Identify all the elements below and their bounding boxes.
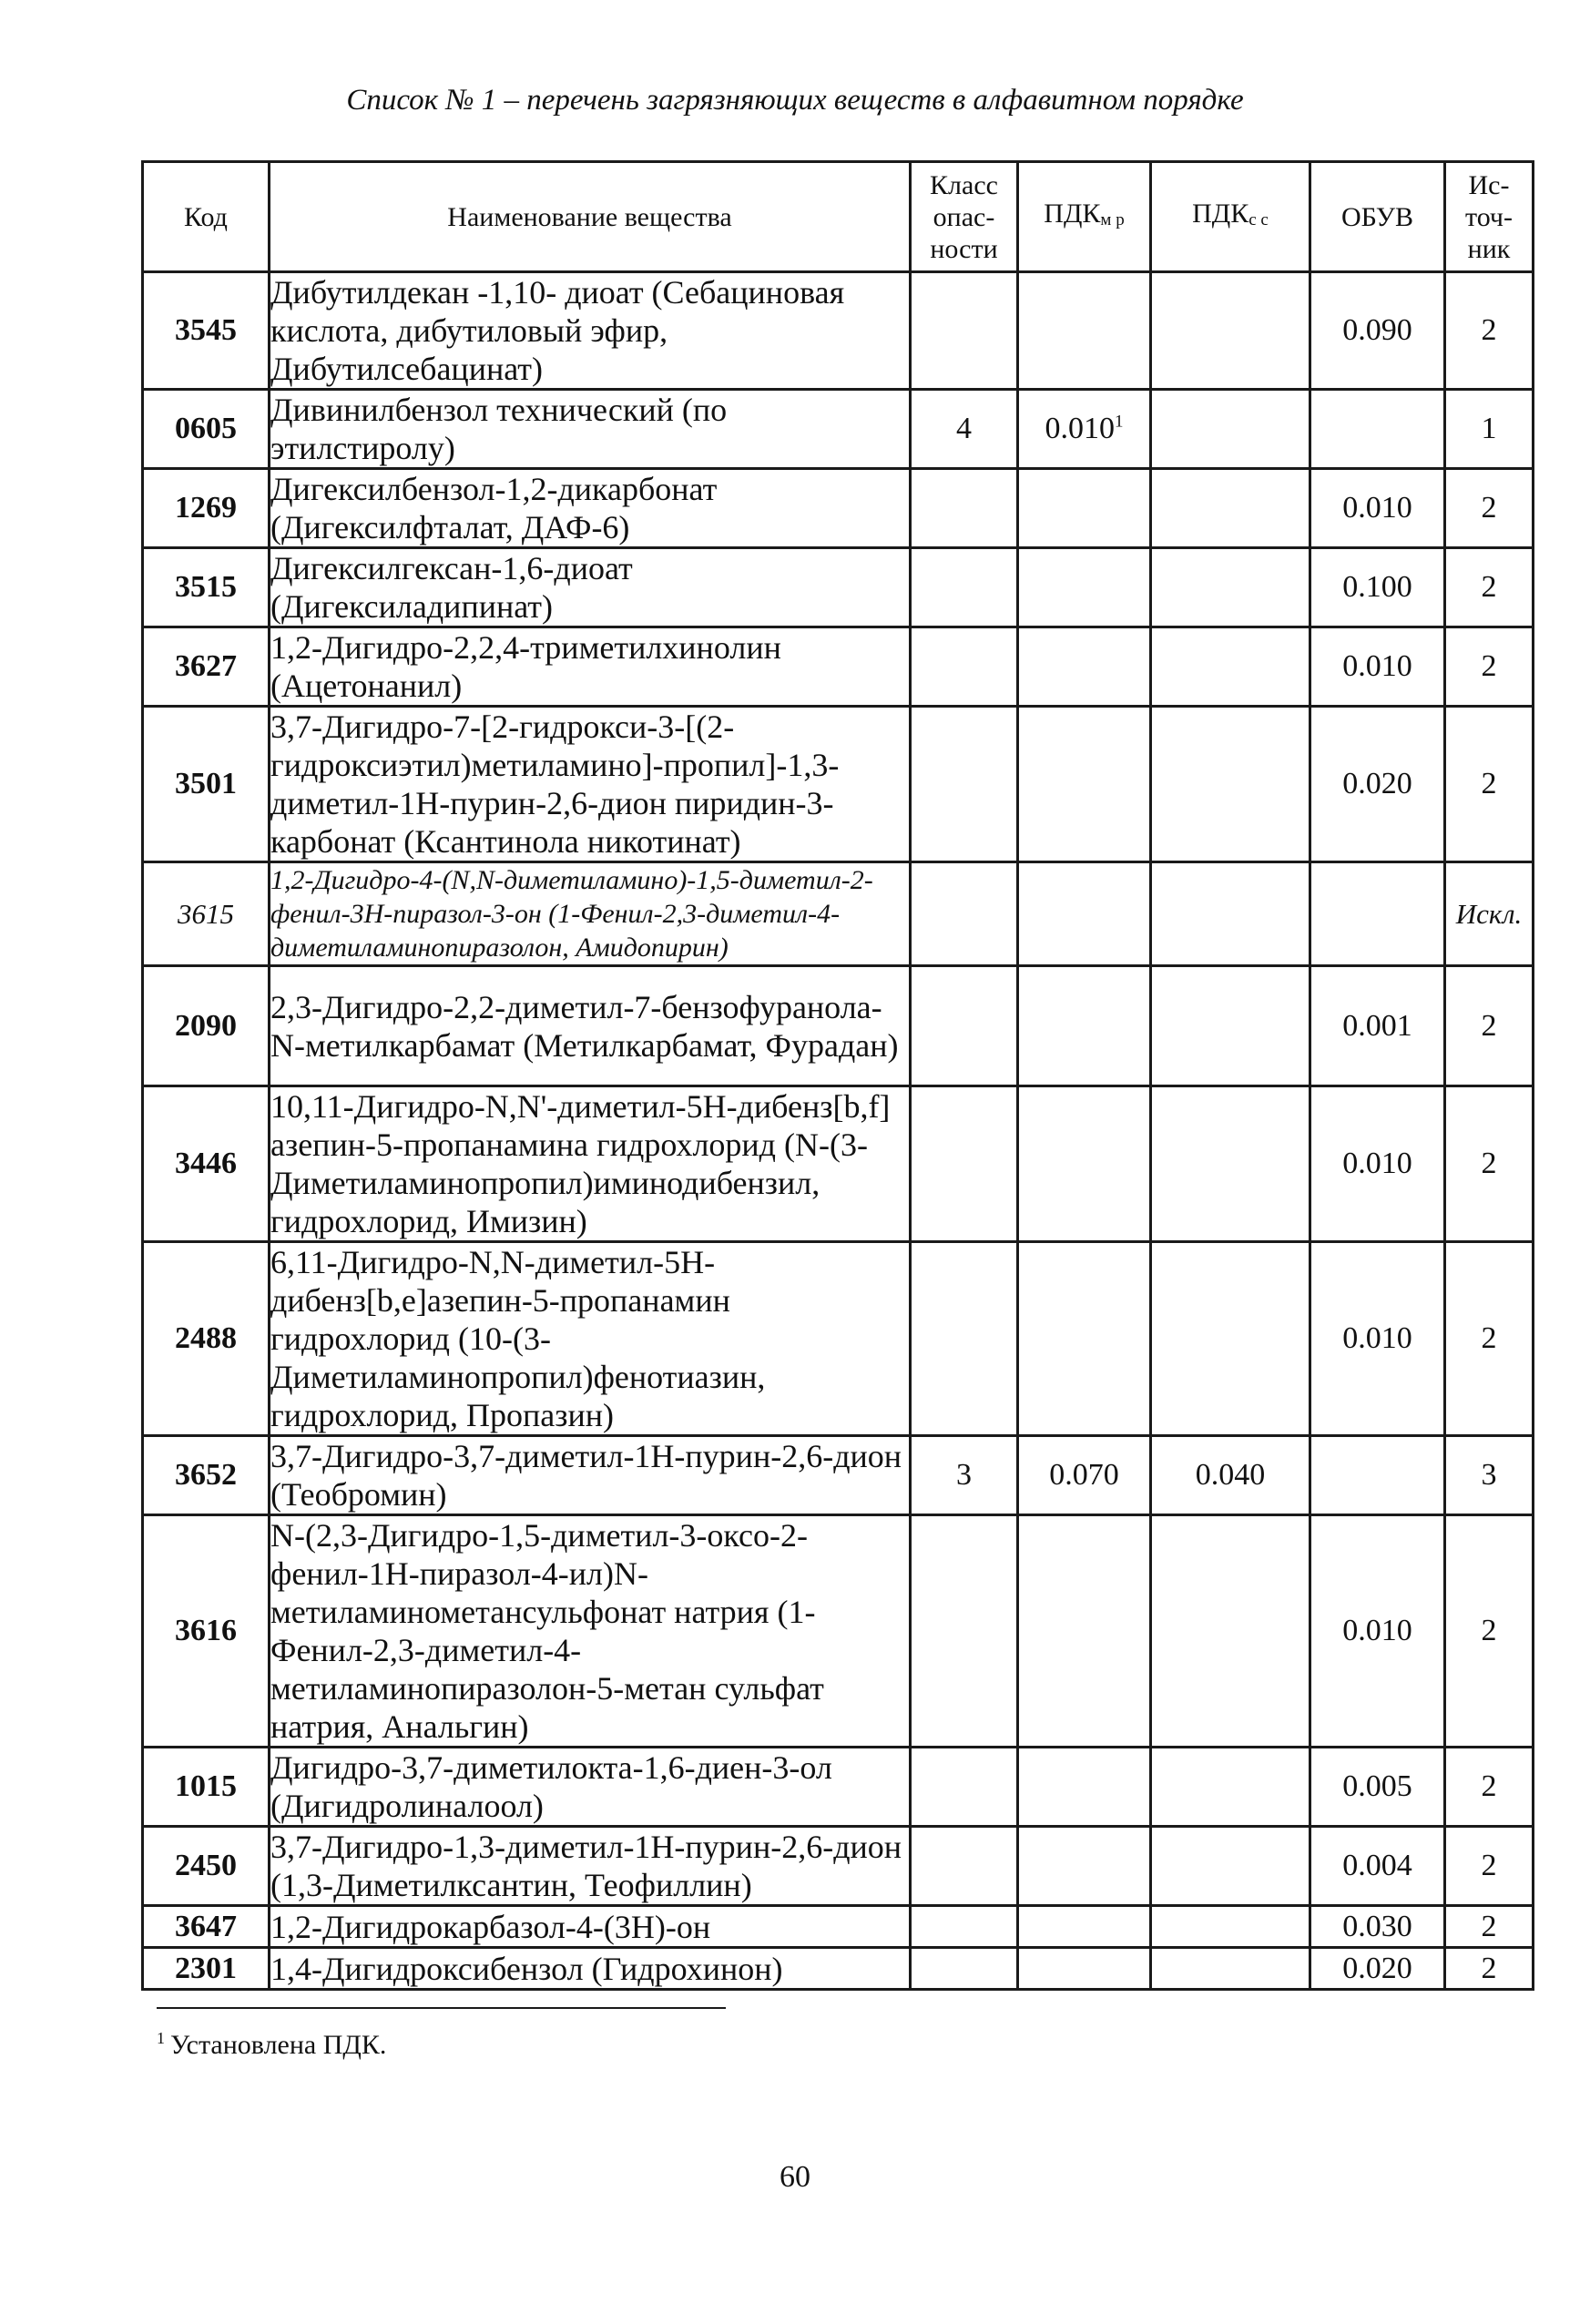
cell-name: 1,2-Дигидрокарбазол-4-(3H)-он xyxy=(270,1906,911,1948)
footnote-ref: 1 xyxy=(1115,412,1124,432)
cell-source: 2 xyxy=(1445,548,1534,627)
footnote xyxy=(157,2029,386,2061)
cell-pdk-mr xyxy=(1018,390,1151,469)
cell-pdk-mr xyxy=(1018,707,1151,862)
cell-pdk-ss xyxy=(1151,862,1310,966)
cell-pdk-ss xyxy=(1151,548,1310,627)
header-hazard-class: Класс опас- ности xyxy=(911,162,1018,272)
cell-code: 2488 xyxy=(143,1242,270,1436)
cell-name: 3,7-Дигидро-3,7-диметил-1H-пурин-2,6-дион (Теобромин) xyxy=(270,1436,911,1515)
cell-code: 2301 xyxy=(143,1948,270,1990)
header-pdk-mr: $ПДК_{м р}$ xyxy=(1018,162,1151,272)
cell-code: 3627 xyxy=(143,627,270,707)
substances-table xyxy=(141,160,1534,1991)
cell-name: 2,3-Дигидро-2,2-диметил-7-бензофуранола-N-метилкарбамат (Метилкарбамат, Фурадан) xyxy=(270,966,911,1086)
cell-code: 3446 xyxy=(143,1086,270,1242)
cell-name: Дивинилбензол технический (по этилстиролу) xyxy=(270,390,911,469)
cell-pdk-ss xyxy=(1151,1748,1310,1827)
cell-obuv: 0.004 xyxy=(1310,1827,1445,1906)
cell-name: Дигексилбензол-1,2-дикарбонат (Дигексилфталат, ДАФ-6) xyxy=(270,469,911,548)
header-obuv: ОБУВ xyxy=(1310,162,1445,272)
cell-obuv: 0.010 xyxy=(1310,1242,1445,1436)
cell-pdk-mr xyxy=(1018,1827,1151,1906)
cell-obuv: 0.010 xyxy=(1310,1515,1445,1748)
cell-name: 1,2-Дигидро-4-(N,N-диметиламино)-1,5-диметил-2-фенил-3Н-пиразол-3-он (1-Фенил-2,3-диметил-4-диметиламинопиразолон, Амидопирин) xyxy=(270,862,911,966)
cell-obuv: 0.010 xyxy=(1310,1086,1445,1242)
cell-obuv: 0.001 xyxy=(1310,966,1445,1086)
cell-source: 2 xyxy=(1445,1827,1534,1906)
cell-source: 1 xyxy=(1445,390,1534,469)
pdk-mr-value: 0.070 xyxy=(1049,1458,1119,1492)
table-row xyxy=(143,627,1534,707)
cell-hazard-class xyxy=(911,627,1018,707)
cell-name: 6,11-Дигидро-N,N-диметил-5H-дибенз[b,e]азепин-5-пропанамин гидрохлорид (10-(3-Диметиламинопропил)фенотиазин, гидрохлорид, Пропазин) xyxy=(270,1242,911,1436)
footnote-mark: 1 xyxy=(157,2029,165,2047)
cell-code: 2450 xyxy=(143,1827,270,1906)
cell-pdk-ss xyxy=(1151,1827,1310,1906)
cell-hazard-class xyxy=(911,1086,1018,1242)
cell-obuv: 0.090 xyxy=(1310,272,1445,390)
header-name: Наименование вещества xyxy=(270,162,911,272)
cell-hazard-class xyxy=(911,1242,1018,1436)
cell-source: 2 xyxy=(1445,707,1534,862)
cell-name: Дигидро-3,7-диметилокта-1,6-диен-3-ол (Дигидролиналоол) xyxy=(270,1748,911,1827)
table-row xyxy=(143,1748,1534,1827)
cell-pdk-ss xyxy=(1151,272,1310,390)
table-row xyxy=(143,1948,1534,1990)
cell-hazard-class xyxy=(911,1948,1018,1990)
cell-hazard-class xyxy=(911,548,1018,627)
header-code: Код xyxy=(143,162,270,272)
cell-source: 2 xyxy=(1445,272,1534,390)
cell-source: 2 xyxy=(1445,966,1534,1086)
table-row xyxy=(143,1906,1534,1948)
cell-obuv: 0.010 xyxy=(1310,627,1445,707)
cell-pdk-ss xyxy=(1151,469,1310,548)
cell-pdk-ss xyxy=(1151,966,1310,1086)
cell-code: 2090 xyxy=(143,966,270,1086)
cell-obuv: 0.030 xyxy=(1310,1906,1445,1948)
cell-pdk-ss xyxy=(1151,707,1310,862)
cell-obuv xyxy=(1310,390,1445,469)
table-row xyxy=(143,862,1534,966)
header-source: Ис- точ- ник xyxy=(1445,162,1534,272)
cell-source: 2 xyxy=(1445,1906,1534,1948)
table-row xyxy=(143,1436,1534,1515)
cell-name: Дибутилдекан -1,10- диоат (Себациновая кислота, дибутиловый эфир, Дибутилсебацинат) xyxy=(270,272,911,390)
cell-source: 3 xyxy=(1445,1436,1534,1515)
cell-pdk-mr xyxy=(1018,272,1151,390)
cell-obuv: 0.100 xyxy=(1310,548,1445,627)
table-row xyxy=(143,1242,1534,1436)
cell-source: Искл. xyxy=(1445,862,1534,966)
cell-name: 3,7-Дигидро-7-[2-гидрокси-3-[(2-гидроксиэтил)метиламино]-пропил]-1,3-диметил-1H-пурин-2,6-дион пиридин-3-карбонат (Ксантинола никотинат) xyxy=(270,707,911,862)
cell-code: 3616 xyxy=(143,1515,270,1748)
cell-pdk-mr xyxy=(1018,627,1151,707)
cell-code: 3545 xyxy=(143,272,270,390)
cell-obuv: 0.020 xyxy=(1310,707,1445,862)
cell-source: 2 xyxy=(1445,1242,1534,1436)
cell-pdk-ss xyxy=(1151,1906,1310,1948)
cell-source: 2 xyxy=(1445,469,1534,548)
table-row xyxy=(143,707,1534,862)
table-row xyxy=(143,1086,1534,1242)
cell-pdk-mr xyxy=(1018,1242,1151,1436)
cell-name: 1,4-Дигидроксибензол (Гидрохинон) xyxy=(270,1948,911,1990)
cell-source: 2 xyxy=(1445,627,1534,707)
cell-pdk-mr xyxy=(1018,1748,1151,1827)
page-title: Список № 1 – перечень загрязняющих веществ в алфавитном порядке xyxy=(346,84,1244,117)
table-row xyxy=(143,548,1534,627)
table-row xyxy=(143,1515,1534,1748)
cell-obuv: 0.005 xyxy=(1310,1748,1445,1827)
cell-obuv: 0.020 xyxy=(1310,1948,1445,1990)
cell-source: 2 xyxy=(1445,1948,1534,1990)
cell-hazard-class xyxy=(911,469,1018,548)
cell-pdk-mr xyxy=(1018,1515,1151,1748)
page-number: 60 xyxy=(780,2160,810,2194)
cell-source: 2 xyxy=(1445,1748,1534,1827)
cell-pdk-mr xyxy=(1018,548,1151,627)
table-row xyxy=(143,390,1534,469)
cell-pdk-mr xyxy=(1018,1086,1151,1242)
cell-hazard-class xyxy=(911,1827,1018,1906)
cell-code: 3615 xyxy=(143,862,270,966)
cell-hazard-class xyxy=(911,1748,1018,1827)
footnote-divider xyxy=(157,2007,726,2009)
cell-name: N-(2,3-Дигидро-1,5-диметил-3-оксо-2-фенил-1H-пиразол-4-ил)N-метиламинометансульфонат натрия (1-Фенил-2,3-диметил-4-метиламинопиразолон-5-метан сульфат натрия, Анальгин) xyxy=(270,1515,911,1748)
table-row xyxy=(143,966,1534,1086)
cell-pdk-mr xyxy=(1018,1906,1151,1948)
cell-hazard-class xyxy=(911,272,1018,390)
cell-pdk-ss xyxy=(1151,1948,1310,1990)
cell-hazard-class xyxy=(911,1515,1018,1748)
cell-hazard-class: 4 xyxy=(911,390,1018,469)
cell-pdk-ss: 0.040 xyxy=(1151,1436,1310,1515)
cell-pdk-mr xyxy=(1018,966,1151,1086)
cell-code: 3652 xyxy=(143,1436,270,1515)
cell-pdk-mr xyxy=(1018,1948,1151,1990)
table-row xyxy=(143,272,1534,390)
cell-code: 1269 xyxy=(143,469,270,548)
cell-pdk-ss xyxy=(1151,390,1310,469)
cell-hazard-class xyxy=(911,707,1018,862)
cell-pdk-ss xyxy=(1151,1515,1310,1748)
cell-pdk-mr xyxy=(1018,469,1151,548)
cell-code: 0605 xyxy=(143,390,270,469)
cell-hazard-class xyxy=(911,966,1018,1086)
cell-pdk-ss xyxy=(1151,627,1310,707)
cell-source: 2 xyxy=(1445,1086,1534,1242)
cell-pdk-ss xyxy=(1151,1242,1310,1436)
cell-pdk-mr xyxy=(1018,1436,1151,1515)
cell-code: 3515 xyxy=(143,548,270,627)
cell-name: 1,2-Дигидро-2,2,4-триметилхинолин (Ацетонанил) xyxy=(270,627,911,707)
cell-obuv: 0.010 xyxy=(1310,469,1445,548)
pdk-mr-value: 0.010 xyxy=(1045,412,1115,445)
cell-source: 2 xyxy=(1445,1515,1534,1748)
cell-name: Дигексилгексан-1,6-диоат (Дигексиладипинат) xyxy=(270,548,911,627)
cell-obuv xyxy=(1310,862,1445,966)
cell-hazard-class xyxy=(911,862,1018,966)
header-pdk-ss: $ПДК_{с с}$ xyxy=(1151,162,1310,272)
cell-name: 3,7-Дигидро-1,3-диметил-1H-пурин-2,6-дион (1,3-Диметилксантин, Теофиллин) xyxy=(270,1827,911,1906)
table-row xyxy=(143,469,1534,548)
cell-name: 10,11-Дигидро-N,N'-диметил-5H-дибенз[b,f] азепин-5-пропанамина гидрохлорид (N-(3-Диметиламинопропил)иминодибензил, гидрохлорид, Имизин) xyxy=(270,1086,911,1242)
cell-obuv xyxy=(1310,1436,1445,1515)
cell-pdk-ss xyxy=(1151,1086,1310,1242)
cell-code: 1015 xyxy=(143,1748,270,1827)
cell-hazard-class xyxy=(911,1906,1018,1948)
table-row xyxy=(143,1827,1534,1906)
table-body xyxy=(143,272,1534,1990)
footnote-text: Установлена ПДК. xyxy=(170,2030,387,2060)
cell-pdk-mr xyxy=(1018,862,1151,966)
cell-code: 3501 xyxy=(143,707,270,862)
cell-code: 3647 xyxy=(143,1906,270,1948)
table-header-row xyxy=(143,162,1534,272)
cell-hazard-class: 3 xyxy=(911,1436,1018,1515)
